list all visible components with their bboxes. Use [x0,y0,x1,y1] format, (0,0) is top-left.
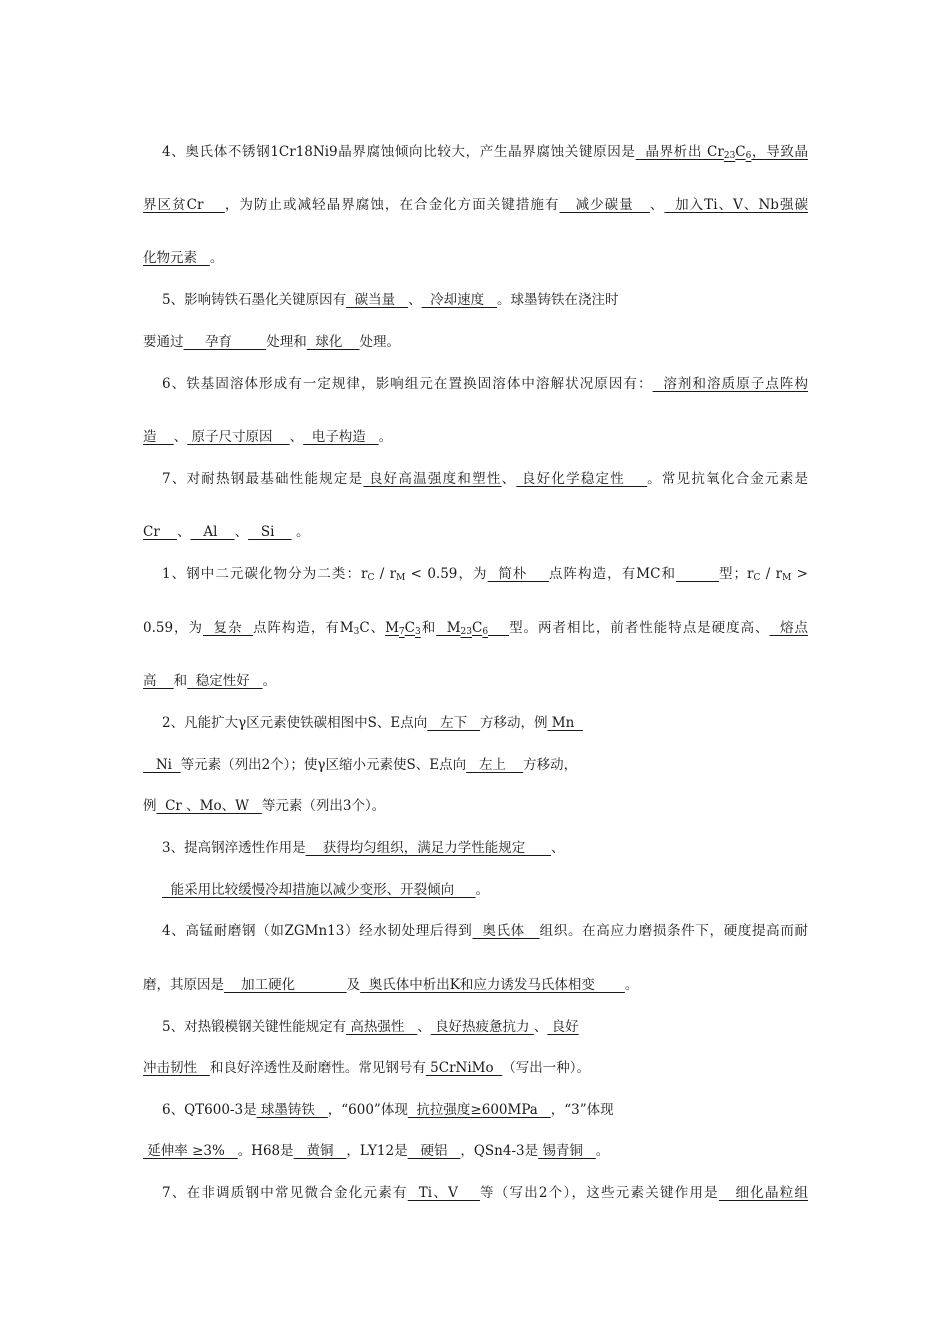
answer-text: 球化 [306,333,360,350]
question-text: 方移动， [523,756,578,773]
answer-text: C [735,143,746,160]
answer-text: 良好 [547,1018,579,1035]
answer-text: 减少碳量 [559,196,650,213]
question-text: 、 [176,523,191,540]
question-text: 方移动，例 [480,714,548,731]
answer-text: Si [248,523,292,540]
question-text: > [791,565,808,582]
question-text: 0.59，为 [143,619,203,636]
answer-text: 获得均匀组织，满足力学性能规定 [305,839,552,856]
answer-text: C [471,619,483,636]
question-text: / r [760,565,783,582]
answer-text: 稳定性好 [187,672,263,689]
answer-text: 加工硬化 [224,976,347,993]
question-text: 处理和 [266,333,307,350]
question-text: 4、奥氏体不锈钢1Cr18Ni9晶界腐蚀倾向比较大，产生晶界腐蚀关键原因是 [162,143,636,160]
answer-text: 锡青铜 [538,1142,596,1159]
question-text: ，LY12是 [346,1142,408,1159]
question-text: 磨，其原因是 [143,976,224,993]
answer-text: 复杂 [202,619,253,636]
answer-text: Mn [547,714,583,731]
text-line [162,713,808,733]
question-text: 。常见抗氧化合金元素是 [647,470,809,487]
question-text: 、 [501,470,517,487]
question-text: 6、铁基固溶体形成有一定规律，影响组元在置换固溶体中溶解状况原因有： [162,375,653,392]
question-text: 型；r [718,565,754,582]
subscript-text: 23 [723,150,736,161]
answer-text: 高 [143,672,174,689]
text-line [143,1058,808,1078]
answer-text: 造 [143,428,174,445]
subscript-text: 3 [353,626,360,637]
question-text: 1、钢中二元碳化物分为二类：r [162,565,368,582]
question-text: 。 [262,672,277,689]
question-text: 和 [420,619,437,636]
text-line [143,618,808,638]
answer-text: 冲击韧性 [143,1059,210,1076]
text-line [162,838,808,858]
text-line [162,142,808,162]
question-text: 和 [173,672,188,689]
question-text: 、 [551,839,565,856]
answer-text: 电子构造 [303,428,379,445]
question-text: 。球墨铸铁在浇注时 [497,291,619,308]
subscript-text: 3 [415,626,421,637]
question-text: 5、对热锻模钢关键性能规定有 [162,1018,347,1035]
text-line [162,290,808,310]
question-text: ，QSn4-3是 [460,1142,539,1159]
answer-text: 5CrNiMo [425,1059,503,1076]
question-text: 点阵构造，有M [252,619,354,636]
answer-text: 孕育 [183,333,267,350]
answer-text: 原子尺寸原因 [187,428,290,445]
answer-text: 界区贫Cr [143,196,225,213]
answer-text: 熔点 [769,619,809,636]
subscript-text: 6 [482,626,489,637]
question-text: 等元素（列出2个）；使γ区缩小元素使S、E点向 [180,756,467,773]
question-text: 。 [624,976,639,993]
answer-text: 球墨铸铁 [256,1101,328,1118]
answer-text: ，导致晶 [751,143,809,160]
answer-text: 溶剂和溶质原子点阵构 [652,375,808,392]
answer-text: 良好热疲惫抗力 [430,1018,534,1035]
question-text: 5、影响铸铁石墨化关键原因有 [162,291,347,308]
text-line [162,469,808,489]
answer-text: 硬铝 [407,1142,461,1159]
question-text: 。 [378,428,393,445]
question-text: ，“600”体现 [327,1101,408,1118]
question-text: 、 [173,428,188,445]
subscript-text: 6 [745,150,752,161]
question-text: 、 [649,196,665,213]
question-text: 及 [346,976,361,993]
subscript-text: 7 [398,626,405,637]
text-line [143,332,808,352]
question-text: 。 [595,1142,610,1159]
answer-text: 延伸率 ≥3% [143,1142,238,1159]
question-text: 。 [209,249,224,266]
answer-text: 高热强性 [346,1018,418,1035]
answer-text: 晶界析出 Cr [635,143,724,160]
answer-text: M [436,619,461,636]
answer-text: 黄铜 [293,1142,347,1159]
question-text: 点阵构造，有MC和 [548,565,677,582]
text-line [162,1183,808,1203]
answer-text: 左上 [466,756,524,773]
text-line [162,374,808,394]
question-text: ，“3”体现 [550,1101,614,1118]
text-line [143,427,808,447]
subscript-text: C [367,572,375,583]
question-text: 4、高锰耐磨钢（如ZGMn13）经水韧处理后得到 [162,922,473,939]
question-text: C、 [359,619,386,636]
question-text: 、 [289,428,304,445]
question-text: 组织。在高应力磨损条件下，硬度提高而耐 [539,922,808,939]
question-text: 3、提高钢淬透性作用是 [162,839,306,856]
text-line [162,1017,808,1037]
text-line [143,755,808,775]
text-line [162,921,808,941]
answer-text: 奥氏体 [472,922,540,939]
question-text: 2、凡能扩大γ区元素使铁碳相图中S、E点向 [162,714,428,731]
answer-text: 加入Ti、V、Nb强碳 [664,196,809,213]
subscript-text: M [396,572,406,583]
answer-text [676,566,719,582]
text-line [143,796,808,816]
text-line [162,564,808,584]
text-line [143,195,808,215]
question-text: 要通过 [143,333,184,350]
question-text: （写出一种）。 [502,1059,590,1076]
question-text: 7、对耐热钢最基础性能规定是 [162,470,364,487]
question-text: ，为防止或减轻晶界腐蚀，在合金化方面关键措施有 [224,196,560,213]
question-text: 、 [417,1018,431,1035]
question-text: 7、在非调质钢中常见微合金化元素有 [162,1184,408,1201]
answer-text: 冷却速度 [421,291,498,308]
question-text: 6、QT600-3是 [162,1101,257,1118]
answer-text: 化物元素 [143,249,210,266]
answer-text: Al [190,523,235,540]
question-text: 。H68是 [237,1142,294,1159]
answer-text: 奥氏体中析出K和应力诱发马氏体相变 [360,976,625,993]
question-text: 、 [533,1018,548,1035]
answer-text: 细化晶粒组 [718,1184,808,1201]
answer-text: Cr [143,523,177,540]
answer-text: 能采用比较缓慢冷却措施以减少变形、开裂倾向 [162,881,476,898]
question-text: 例 [143,797,157,814]
text-line [143,522,808,542]
text-line [162,1100,808,1120]
question-text: < 0.59，为 [405,565,488,582]
text-line [162,880,808,900]
answer-text: 左下 [427,714,481,731]
question-text: 和良好淬透性及耐磨性。常见钢号有 [209,1059,426,1076]
answer-text: Ni [143,756,181,773]
answer-text [488,620,509,636]
text-line [143,248,808,268]
subscript-text: M [782,572,792,583]
answer-text: 简朴 [487,565,549,582]
question-text: 型。两者相比，前者性能特点是硬度高、 [509,619,770,636]
text-line [143,1141,808,1161]
answer-text: Cr 、Mo、W [156,797,262,814]
question-text: 等元素（列出3个）。 [261,797,386,814]
subscript-text: C [753,572,761,583]
answer-text: M [385,619,399,636]
answer-text: C [404,619,415,636]
question-text: 。 [291,523,310,540]
text-line [143,671,808,691]
answer-text: 良好高温强度和塑性 [363,470,502,487]
question-text: 、 [408,291,422,308]
subscript-text: 23 [460,626,472,637]
question-text: 。 [475,881,490,898]
question-text: 、 [234,523,249,540]
answer-text: 抗拉强度≥600MPa [407,1101,551,1118]
question-text: / r [374,565,397,582]
question-text: 等（写出2个），这些元素关键作用是 [479,1184,719,1201]
answer-text: 碳当量 [346,291,409,308]
question-text: 处理。 [359,333,401,350]
text-line [143,975,808,995]
answer-text: 良好化学稳定性 [516,470,648,487]
answer-text: Ti、V [407,1184,480,1201]
